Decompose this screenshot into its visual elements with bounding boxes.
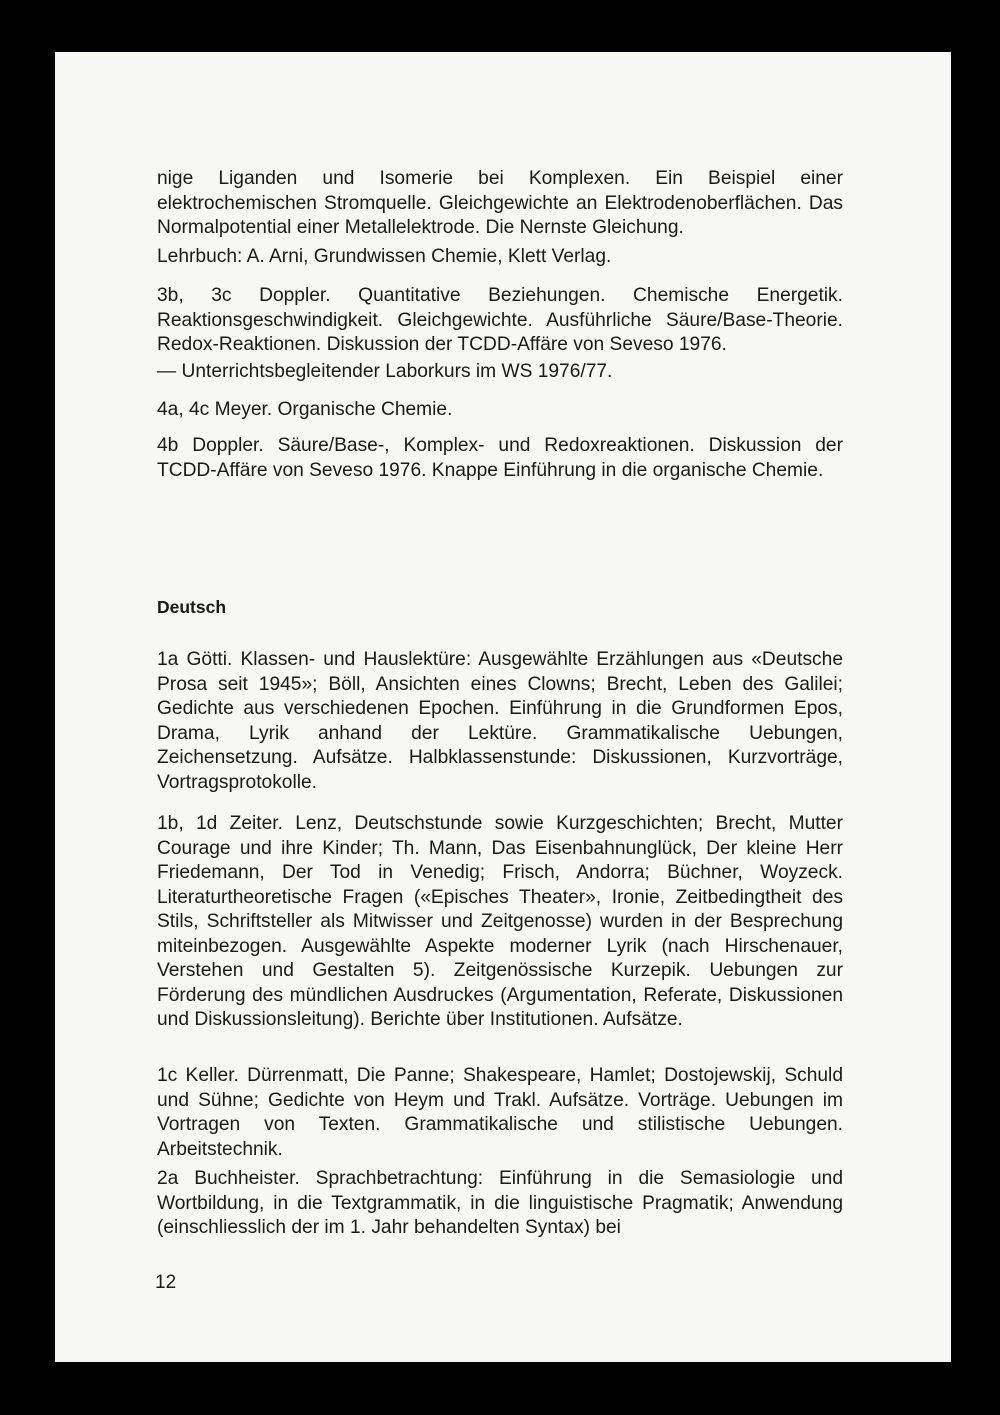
- paragraph-1c-keller: 1c Keller. Dürrenmatt, Die Panne; Shakespeare, Hamlet; Dostojewskij, Schuld und Sühne; Gedichte von Heym und Trakl. Aufsätze. Vorträge. Uebungen im Vortragen von Texten. Grammatikalische und stilistische Uebungen. Arbeitstechnik.: [157, 1065, 843, 1160]
- page-number: 12: [155, 1272, 177, 1293]
- paragraph-4b-doppler: 4b Doppler. Säure/Base-, Komplex- und Redoxreaktionen. Diskussion der TCDD-Affäre von Seveso 1976. Knappe Einführung in die organische Chemie.: [157, 435, 843, 481]
- paragraph-laborkurs: — Unterrichtsbegleitender Laborkurs im WS 1976/77.: [157, 361, 613, 382]
- section-heading-deutsch: Deutsch: [157, 597, 227, 617]
- paragraph-2a-buchheister: 2a Buchheister. Sprachbetrachtung: Einführung in die Semasiologie und Wortbildung, in die Textgrammatik, in die linguistische Pragmatik; Anwendung (einschliesslich der im 1. Jahr behandelten Syntax) bei: [157, 1168, 843, 1238]
- document-page: [55, 52, 951, 1362]
- paragraph-4a-4c-meyer: 4a, 4c Meyer. Organische Chemie.: [157, 399, 453, 420]
- paragraph-1b-1d-zeiter: 1b, 1d Zeiter. Lenz, Deutschstunde sowie Kurzgeschichten; Brecht, Mutter Courage und ihre Kinder; Th. Mann, Das Eisenbahnunglück, Der kleine Herr Friedemann, Der Tod in Venedig; Frisch, Andorra; Büchner, Woyzeck. Literaturtheoretische Fragen («Episches Theater», Ironie, Zeitbedingtheit des Stils, Schriftsteller als Mitwisser und Zeitgenosse) wurden in der Besprechung miteinbezogen. Ausgewählte Aspekte moderner Lyrik (nach Hirschenauer, Verstehen und Gestalten 5). Zeitgenössische Kurzepik. Uebungen zur Förderung des mündlichen Ausdruckes (Argumentation, Referate, Diskussionen und Diskussionsleitung). Berichte über Institutionen. Aufsätze.: [157, 813, 843, 1030]
- paragraph-1a-goetti: 1a Götti. Klassen- und Hauslektüre: Ausgewählte Erzählungen aus «Deutsche Prosa seit 1945»; Böll, Ansichten eines Clowns; Brecht, Leben des Galilei; Gedichte aus verschiedenen Epochen. Einführung in die Grundformen Epos, Drama, Lyrik anhand der Lektüre. Grammatikalische Uebungen, Zeichensetzung. Aufsätze. Halbklassenstunde: Diskussionen, Kurzvorträge, Vortragsprotokolle.: [157, 649, 843, 793]
- paragraph-electrochemistry: nige Liganden und Isomerie bei Komplexen. Ein Beispiel einer elektrochemischen Stromquelle. Gleichgewichte an Elektrodenoberflächen. Das Normalpotential einer Metallelektrode. Die Nernste Gleichung.: [157, 168, 843, 238]
- paragraph-textbook: Lehrbuch: A. Arni, Grundwissen Chemie, Klett Verlag.: [157, 246, 612, 267]
- paragraph-3b-3c-doppler: 3b, 3c Doppler. Quantitative Beziehungen. Chemische Energetik. Reaktionsgeschwindigkeit. Gleichgewichte. Ausführliche Säure/Base-Theorie. Redox-Reaktionen. Diskussion der TCDD-Affäre von Seveso 1976.: [157, 285, 843, 355]
